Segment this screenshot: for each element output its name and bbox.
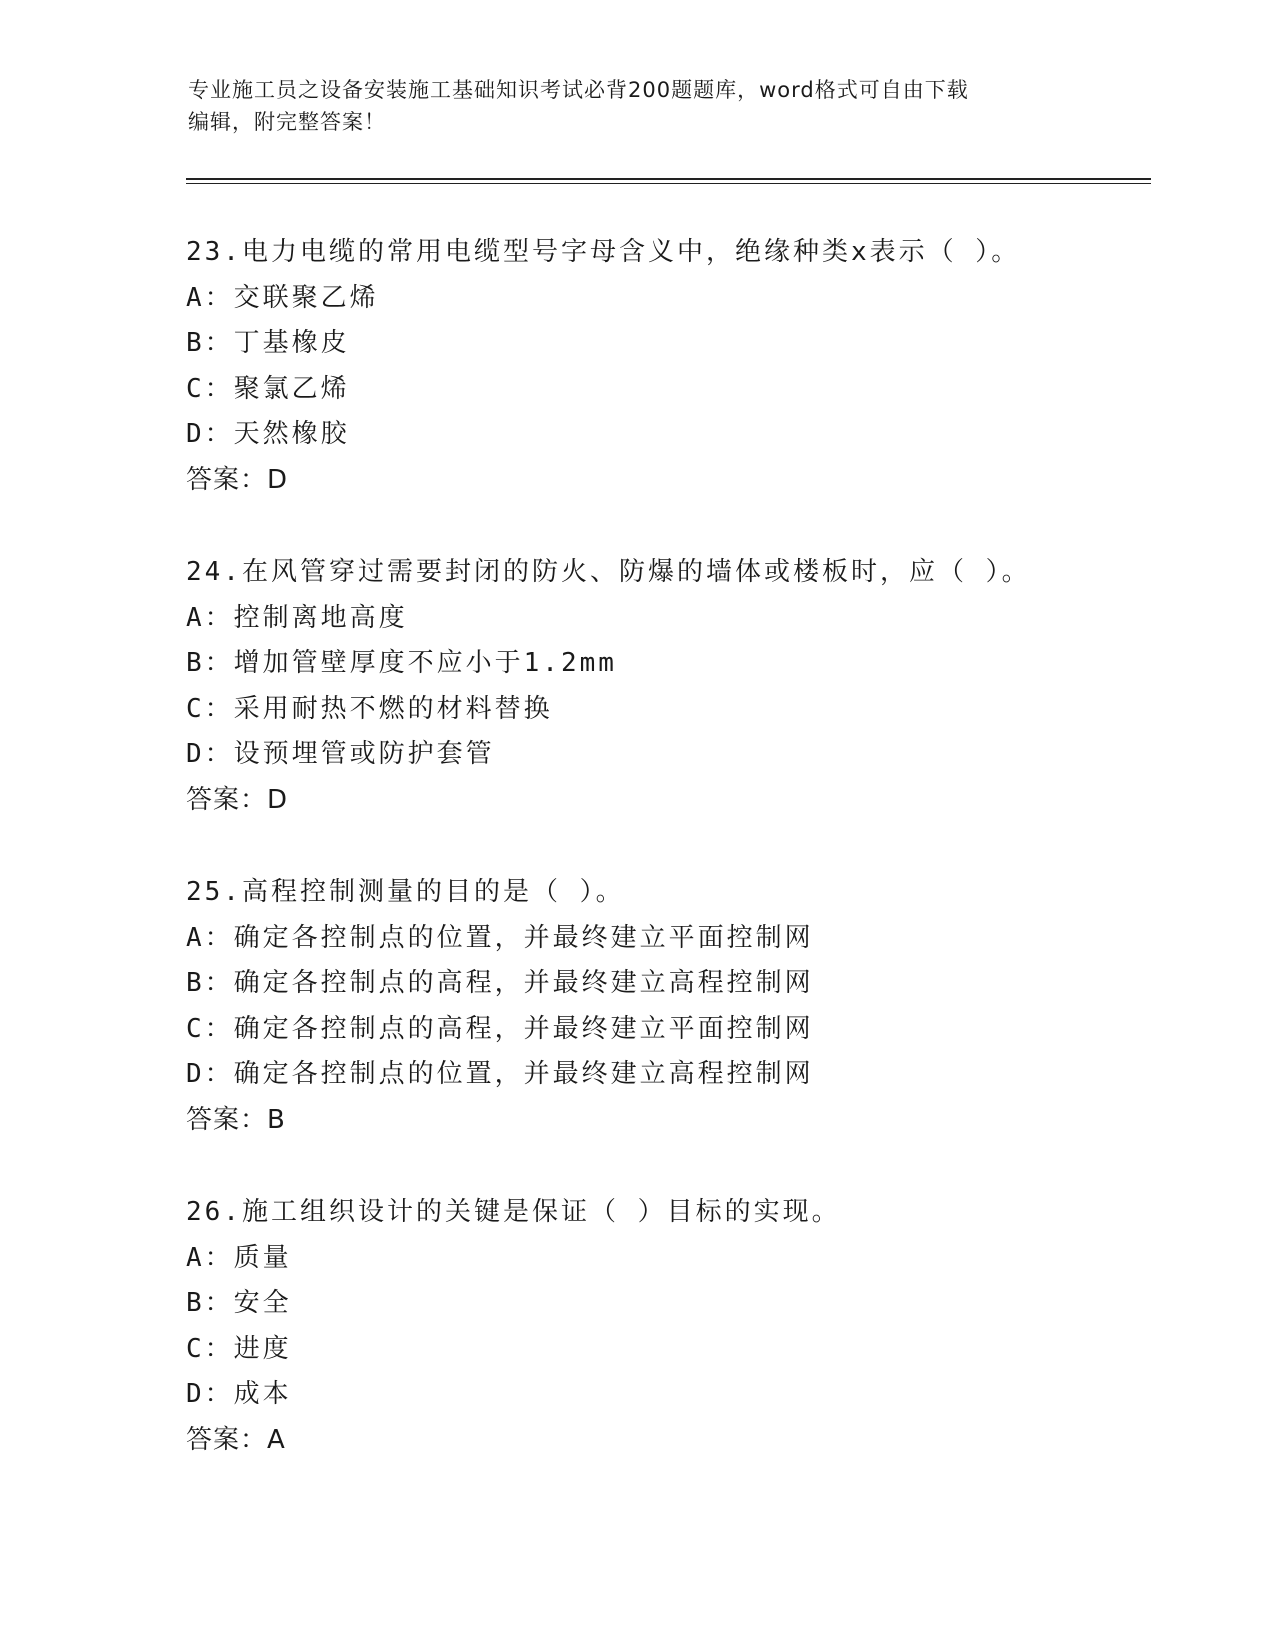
option-b: B：丁基橡皮: [186, 328, 350, 358]
answer-line: 答案：A: [186, 1424, 286, 1455]
answer-line: 答案：D: [186, 464, 289, 495]
option-c: C：确定各控制点的高程，并最终建立平面控制网: [186, 1013, 814, 1044]
option-d: D：成本: [186, 1379, 292, 1409]
option-a: A：质量: [186, 1242, 292, 1273]
document-header: [188, 74, 1088, 138]
answer-line: 答案：B: [186, 1104, 286, 1135]
option-c: C：采用耐热不燃的材料替换: [186, 693, 553, 724]
option-b: B：确定各控制点的高程，并最终建立高程控制网: [186, 968, 814, 998]
option-a: A：控制离地高度: [186, 602, 408, 633]
question-list: [186, 230, 1146, 1510]
question-stem: 26.施工组织设计的关键是保证（ ）目标的实现。: [186, 1197, 841, 1227]
option-a: A：确定各控制点的位置，并最终建立平面控制网: [186, 922, 814, 953]
question-stem: 25.高程控制测量的目的是（ ）。: [186, 877, 625, 907]
header-line-1: 专业施工员之设备安装施工基础知识考试必背200题题库，word格式可自由下载: [188, 78, 969, 102]
option-d: D：设预埋管或防护套管: [186, 739, 495, 769]
option-c: C：进度: [186, 1333, 292, 1364]
question-25: [186, 870, 1146, 1143]
question-26: [186, 1190, 1146, 1463]
option-b: B：安全: [186, 1288, 292, 1318]
option-a: A：交联聚乙烯: [186, 282, 379, 313]
option-c: C：聚氯乙烯: [186, 373, 350, 404]
option-b: B：增加管壁厚度不应小于1.2mm: [186, 648, 617, 678]
option-d: D：确定各控制点的位置，并最终建立高程控制网: [186, 1059, 814, 1089]
answer-line: 答案：D: [186, 784, 289, 815]
header-divider-thin: [186, 183, 1151, 184]
header-line-2: 编辑，附完整答案！: [188, 110, 386, 134]
question-stem: 23.电力电缆的常用电缆型号字母含义中，绝缘种类x表示（ ）。: [186, 237, 1021, 267]
option-d: D：天然橡胶: [186, 419, 350, 449]
header-divider-thick: [186, 178, 1151, 180]
question-23: [186, 230, 1146, 503]
question-stem: 24.在风管穿过需要封闭的防火、防爆的墙体或楼板时，应（ ）。: [186, 557, 1031, 587]
question-24: [186, 550, 1146, 823]
